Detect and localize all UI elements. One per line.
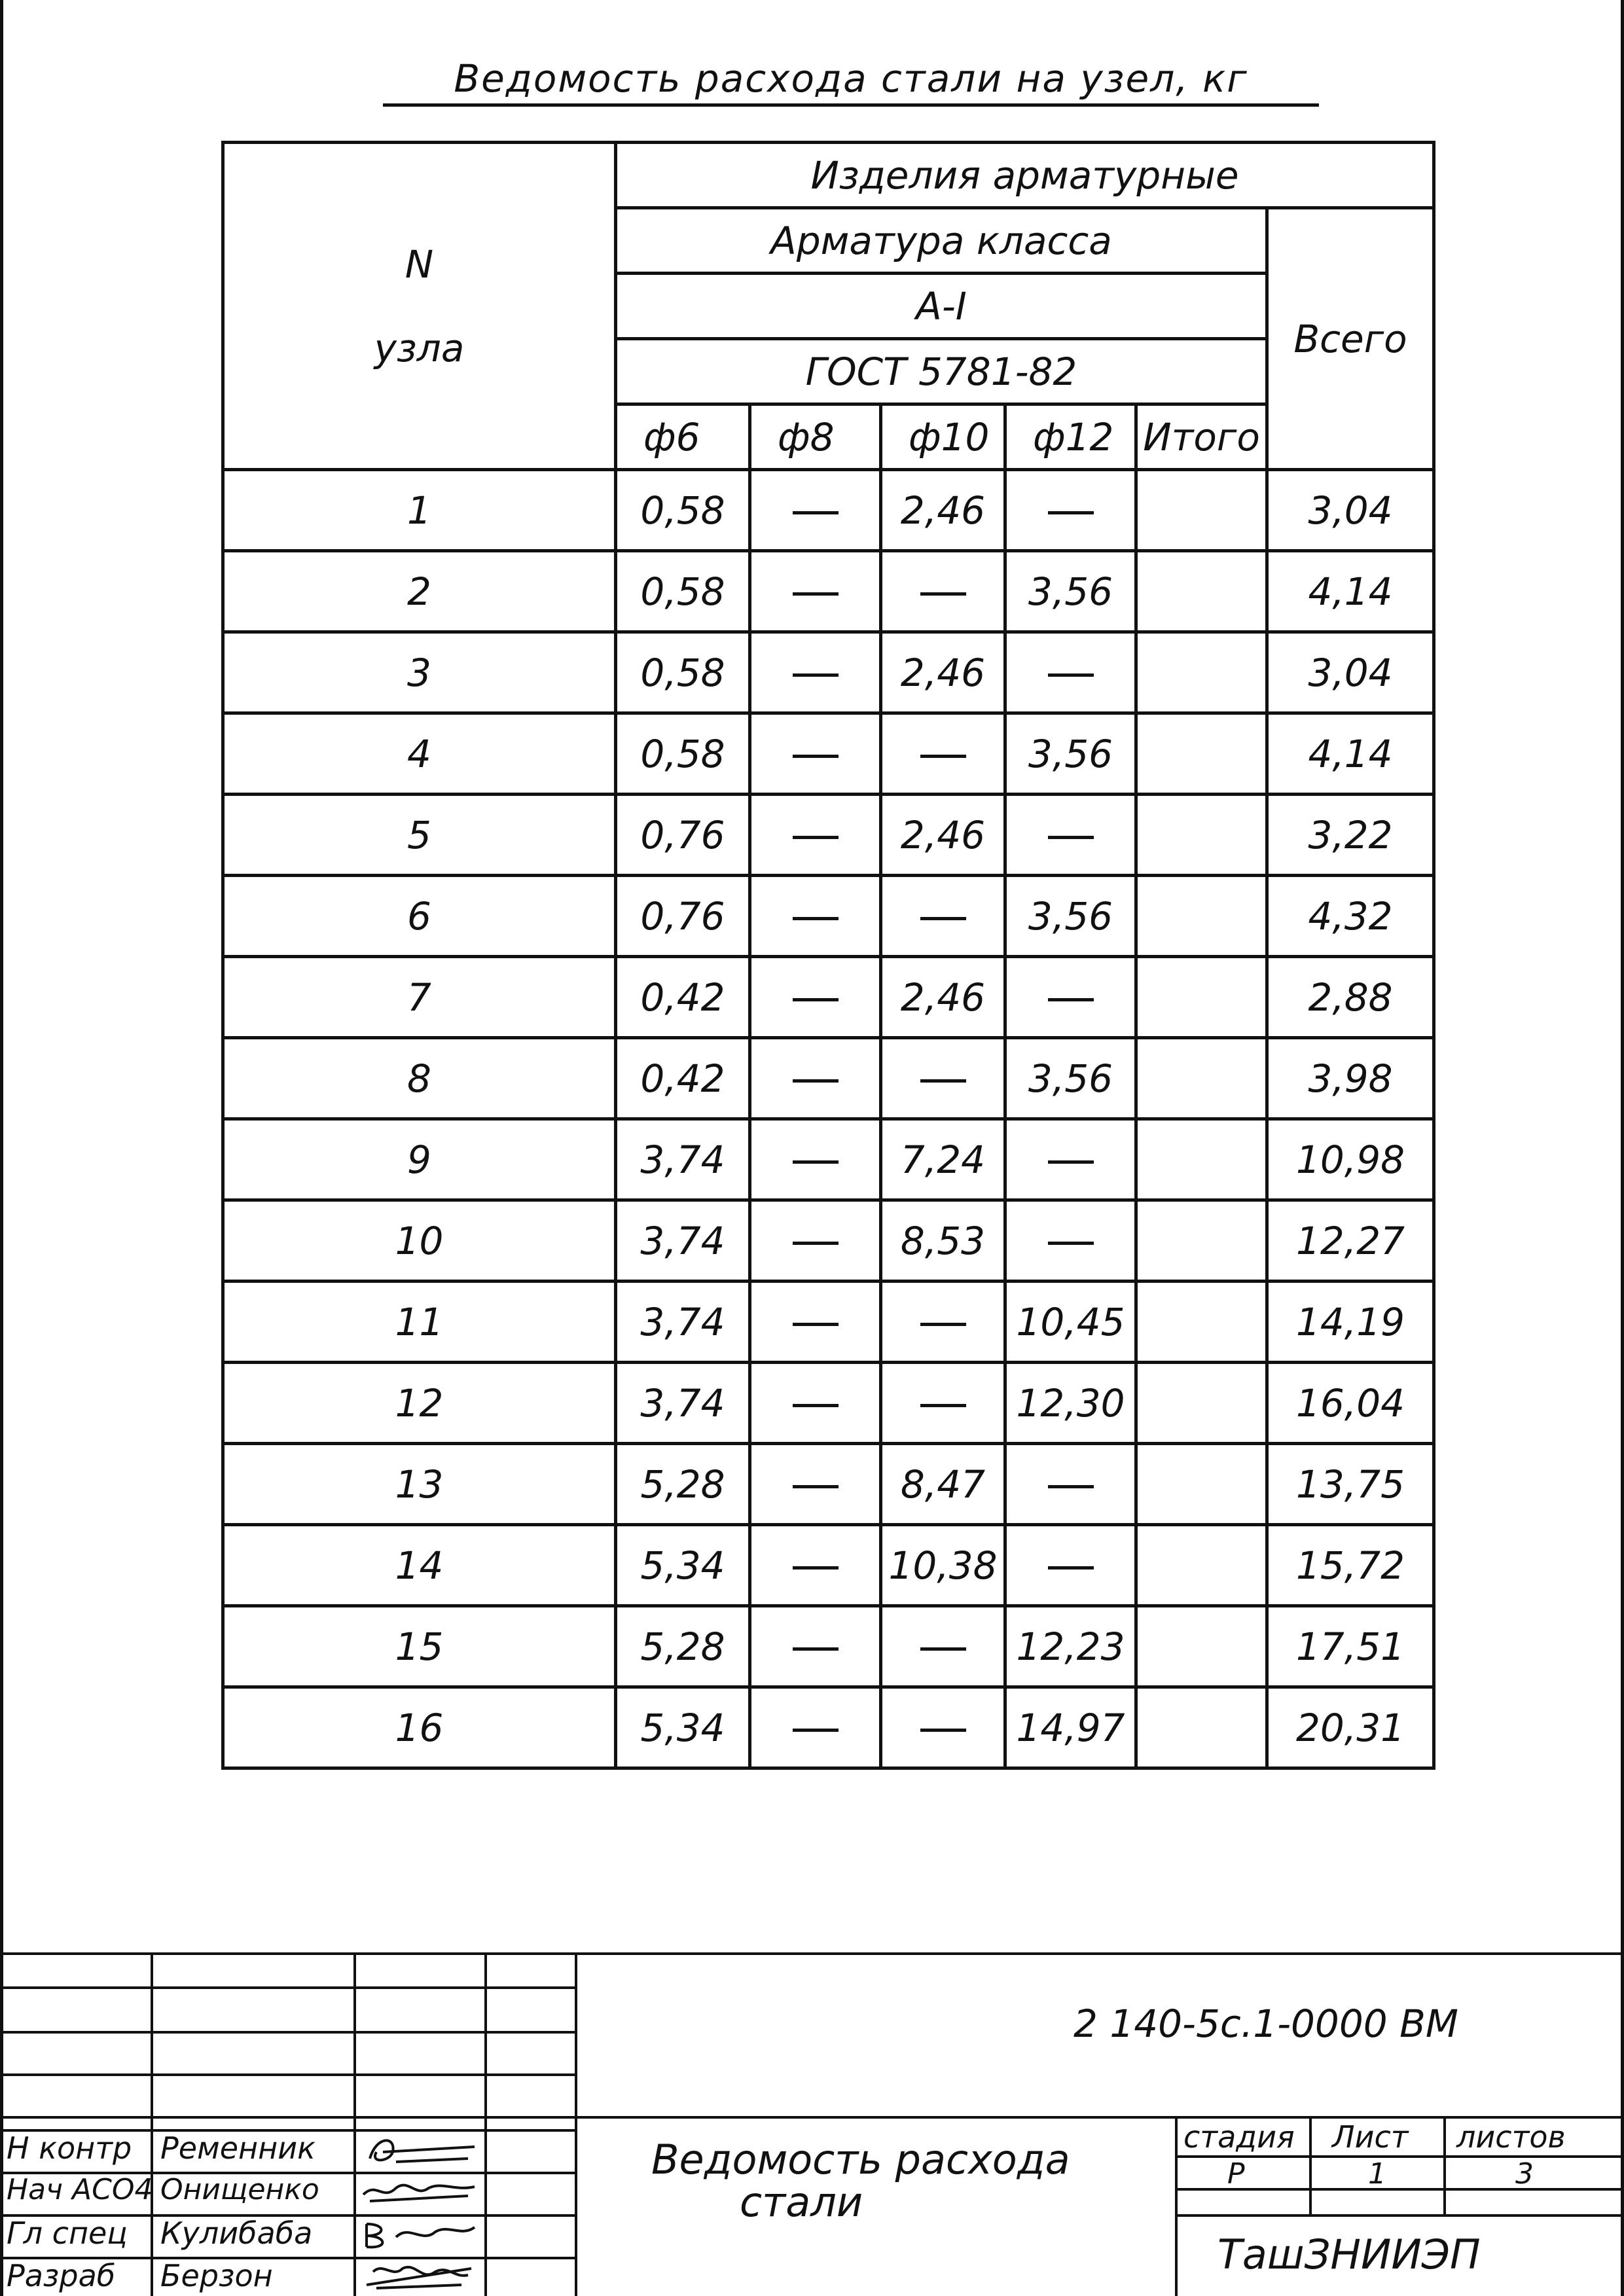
cell-total: 3,04	[1267, 632, 1434, 713]
cell-d6: 0,42	[616, 1038, 750, 1119]
cell-d6: 5,28	[616, 1444, 750, 1525]
cell-d8	[750, 1363, 881, 1444]
cell-d6: 3,74	[616, 1119, 750, 1200]
cell-d8	[750, 1119, 881, 1200]
table-row	[223, 1119, 1434, 1200]
stamp-line	[0, 1986, 576, 1989]
dash-mark	[1048, 1485, 1094, 1488]
title-underline	[383, 103, 1319, 107]
stamp-line	[0, 1952, 1621, 1955]
table-row	[223, 1525, 1434, 1606]
cell-total: 17,51	[1267, 1606, 1434, 1687]
cell-d10: 8,47	[881, 1444, 1005, 1525]
table-row	[223, 1606, 1434, 1687]
node-number-cell: 16	[223, 1687, 616, 1768]
stage-label: стадия	[1183, 2119, 1295, 2155]
cell-d10	[881, 1363, 1005, 1444]
cell-total: 4,14	[1267, 551, 1434, 632]
cell-d10: 10,38	[881, 1525, 1005, 1606]
cell-total: 10,98	[1267, 1119, 1434, 1200]
signer-name: Онищенко	[160, 2173, 319, 2206]
cell-d12	[1005, 957, 1136, 1038]
cell-d8	[750, 795, 881, 876]
node-number-cell: 2	[223, 551, 616, 632]
stamp-line	[484, 1952, 487, 2296]
dash-mark	[793, 998, 839, 1001]
cell-d12	[1005, 1119, 1136, 1200]
cell-d8	[750, 1038, 881, 1119]
dash-mark	[793, 1729, 839, 1732]
page-left-border	[0, 0, 3, 2296]
node-number-cell: 8	[223, 1038, 616, 1119]
table-row	[223, 957, 1434, 1038]
cell-total: 4,32	[1267, 876, 1434, 957]
dash-mark	[920, 755, 966, 758]
signer-name: Кулибаба	[160, 2215, 313, 2251]
cell-d12: 3,56	[1005, 713, 1136, 795]
cell-itogo	[1136, 1525, 1267, 1606]
standard-header: ГОСТ 5781-82	[616, 339, 1267, 404]
rebar-class-header: Арматура класса	[616, 208, 1267, 274]
sheets-value: 3	[1515, 2157, 1534, 2191]
table-row	[223, 876, 1434, 957]
cell-d6: 0,58	[616, 470, 750, 551]
dash-mark	[793, 755, 839, 758]
cell-d6: 5,34	[616, 1687, 750, 1768]
cell-itogo	[1136, 957, 1267, 1038]
cell-d6: 5,34	[616, 1525, 750, 1606]
signature-image	[357, 2259, 481, 2295]
table-row	[223, 795, 1434, 876]
cell-total: 3,22	[1267, 795, 1434, 876]
cell-itogo	[1136, 876, 1267, 957]
col-itogo-header: Итого	[1136, 404, 1267, 470]
cell-total: 16,04	[1267, 1363, 1434, 1444]
cell-itogo	[1136, 795, 1267, 876]
cell-d10: 7,24	[881, 1119, 1005, 1200]
cell-d12	[1005, 470, 1136, 551]
stamp-line	[151, 1952, 153, 2296]
signer-name: Ременник	[160, 2130, 316, 2166]
table-row	[223, 1282, 1434, 1363]
stamp-line	[0, 2116, 1621, 2119]
dash-mark	[793, 1647, 839, 1651]
cell-d6: 0,58	[616, 551, 750, 632]
cell-d10	[881, 1606, 1005, 1687]
dash-mark	[1048, 673, 1094, 677]
cell-d8	[750, 957, 881, 1038]
cell-d10	[881, 1038, 1005, 1119]
dash-mark	[793, 592, 839, 596]
cell-total: 14,19	[1267, 1282, 1434, 1363]
dash-mark	[793, 1566, 839, 1570]
document-code: 2 140-5с.1-0000 ВМ	[1074, 2001, 1458, 2046]
table-row	[223, 713, 1434, 795]
dash-mark	[793, 917, 839, 920]
cell-itogo	[1136, 1038, 1267, 1119]
page-right-border	[1621, 0, 1624, 2296]
cell-d10: 8,53	[881, 1200, 1005, 1282]
cell-itogo	[1136, 632, 1267, 713]
cell-d8	[750, 876, 881, 957]
cell-d8	[750, 1282, 881, 1363]
dash-mark	[793, 1323, 839, 1326]
stamp-doc-title-line1: Ведомость расхода	[651, 2136, 1070, 2183]
dash-mark	[1048, 511, 1094, 514]
cell-total: 12,27	[1267, 1200, 1434, 1282]
cell-itogo	[1136, 470, 1267, 551]
col-d12-header: ф12	[1005, 404, 1136, 470]
cell-d12: 14,97	[1005, 1687, 1136, 1768]
organization-name: ТашЗНИИЭП	[1218, 2231, 1481, 2278]
stamp-line	[1175, 2116, 1178, 2296]
title-block	[0, 1952, 1621, 2296]
node-number-cell: 15	[223, 1606, 616, 1687]
cell-d12: 3,56	[1005, 876, 1136, 957]
signer-role: Н контр	[7, 2130, 132, 2166]
cell-d10	[881, 1282, 1005, 1363]
stamp-line	[0, 2031, 576, 2034]
cell-d10	[881, 1687, 1005, 1768]
cell-d10: 2,46	[881, 957, 1005, 1038]
cell-d10	[881, 551, 1005, 632]
node-number-cell: 5	[223, 795, 616, 876]
cell-itogo	[1136, 1119, 1267, 1200]
node-number-cell: 1	[223, 470, 616, 551]
dash-mark	[793, 1079, 839, 1083]
steel-consumption-table	[221, 141, 1435, 1770]
cell-d12	[1005, 632, 1136, 713]
cell-d12: 3,56	[1005, 551, 1136, 632]
node-number-cell: 7	[223, 957, 616, 1038]
cell-itogo	[1136, 1363, 1267, 1444]
total-header: Всего	[1267, 208, 1434, 470]
cell-d10: 2,46	[881, 632, 1005, 713]
table-row	[223, 1038, 1434, 1119]
table-row	[223, 551, 1434, 632]
dash-mark	[793, 1242, 839, 1245]
node-number-cell: 6	[223, 876, 616, 957]
cell-d8	[750, 1200, 881, 1282]
dash-mark	[793, 1160, 839, 1164]
products-group-header: Изделия арматурные	[616, 143, 1434, 208]
dash-mark	[793, 673, 839, 677]
dash-mark	[920, 917, 966, 920]
cell-itogo	[1136, 1200, 1267, 1282]
cell-total: 15,72	[1267, 1525, 1434, 1606]
node-header-line1: N	[405, 242, 434, 287]
cell-d8	[750, 470, 881, 551]
cell-d6: 0,42	[616, 957, 750, 1038]
table-body	[223, 470, 1434, 1768]
dash-mark	[1048, 1242, 1094, 1245]
cell-d12: 12,30	[1005, 1363, 1136, 1444]
sheet-label: Лист	[1332, 2119, 1409, 2155]
node-number-cell: 3	[223, 632, 616, 713]
cell-d6: 0,76	[616, 876, 750, 957]
dash-mark	[1048, 1566, 1094, 1570]
stage-value: Р	[1227, 2157, 1245, 2191]
dash-mark	[793, 836, 839, 839]
signature-image	[357, 2217, 481, 2253]
cell-d12	[1005, 795, 1136, 876]
col-d10-header: ф10	[881, 404, 1005, 470]
cell-d8	[750, 1525, 881, 1606]
cell-itogo	[1136, 551, 1267, 632]
dash-mark	[1048, 1160, 1094, 1164]
dash-mark	[793, 1404, 839, 1407]
dash-mark	[920, 1323, 966, 1326]
col-d6-header: ф6	[616, 404, 750, 470]
stamp-line	[1309, 2116, 1312, 2214]
cell-d8	[750, 1687, 881, 1768]
cell-d6: 0,76	[616, 795, 750, 876]
cell-d8	[750, 1444, 881, 1525]
node-number-cell: 14	[223, 1525, 616, 1606]
signer-role: Гл спец	[7, 2215, 128, 2251]
cell-total: 3,04	[1267, 470, 1434, 551]
table-row	[223, 1363, 1434, 1444]
cell-total: 3,98	[1267, 1038, 1434, 1119]
node-number-header	[223, 143, 616, 470]
node-number-cell: 4	[223, 713, 616, 795]
node-header-line2: узла	[374, 325, 465, 370]
table-row	[223, 1687, 1434, 1768]
sheet-value: 1	[1368, 2157, 1386, 2191]
cell-itogo	[1136, 1687, 1267, 1768]
cell-d10: 2,46	[881, 470, 1005, 551]
cell-d12	[1005, 1444, 1136, 1525]
cell-itogo	[1136, 1606, 1267, 1687]
cell-d10	[881, 713, 1005, 795]
dash-mark	[920, 1404, 966, 1407]
table-row	[223, 1200, 1434, 1282]
signature-image	[357, 2132, 481, 2168]
cell-d6: 3,74	[616, 1200, 750, 1282]
signer-name: Берзон	[160, 2258, 273, 2293]
cell-d12	[1005, 1200, 1136, 1282]
cell-itogo	[1136, 1444, 1267, 1525]
stamp-line	[1175, 2214, 1621, 2217]
table-row	[223, 470, 1434, 551]
dash-mark	[1048, 836, 1094, 839]
cell-total: 4,14	[1267, 713, 1434, 795]
cell-d8	[750, 1606, 881, 1687]
dash-mark	[793, 511, 839, 514]
cell-d12: 12,23	[1005, 1606, 1136, 1687]
cell-total: 13,75	[1267, 1444, 1434, 1525]
cell-d12	[1005, 1525, 1136, 1606]
dash-mark	[1048, 998, 1094, 1001]
node-number-cell: 12	[223, 1363, 616, 1444]
cell-total: 20,31	[1267, 1687, 1434, 1768]
dash-mark	[920, 592, 966, 596]
node-number-cell: 10	[223, 1200, 616, 1282]
cell-d8	[750, 551, 881, 632]
cell-itogo	[1136, 1282, 1267, 1363]
dash-mark	[920, 1647, 966, 1651]
table-row	[223, 1444, 1434, 1525]
cell-d10: 2,46	[881, 795, 1005, 876]
stamp-line	[353, 1952, 356, 2296]
cell-d6: 3,74	[616, 1363, 750, 1444]
cell-d12: 10,45	[1005, 1282, 1136, 1363]
dash-mark	[920, 1729, 966, 1732]
cell-d6: 0,58	[616, 713, 750, 795]
stamp-line	[0, 2073, 576, 2076]
node-number-cell: 9	[223, 1119, 616, 1200]
node-number-cell: 11	[223, 1282, 616, 1363]
dash-mark	[793, 1485, 839, 1488]
col-d8-header: ф8	[750, 404, 881, 470]
cell-itogo	[1136, 713, 1267, 795]
signer-role: Нач АСО4	[7, 2173, 153, 2206]
node-number-cell: 13	[223, 1444, 616, 1525]
signature-image	[357, 2175, 481, 2211]
document-title: Ведомость расхода стали на узел, кг	[454, 56, 1248, 101]
cell-d6: 0,58	[616, 632, 750, 713]
table-row	[223, 632, 1434, 713]
cell-d10	[881, 876, 1005, 957]
cell-d8	[750, 632, 881, 713]
class-a1-header: А-I	[616, 274, 1267, 339]
dash-mark	[920, 1079, 966, 1083]
stamp-line	[575, 1952, 577, 2296]
cell-d12: 3,56	[1005, 1038, 1136, 1119]
cell-total: 2,88	[1267, 957, 1434, 1038]
stamp-doc-title-line2: стали	[740, 2178, 863, 2226]
stamp-line	[1443, 2116, 1446, 2214]
sheets-label: листов	[1456, 2119, 1566, 2155]
cell-d8	[750, 713, 881, 795]
cell-d6: 3,74	[616, 1282, 750, 1363]
cell-d6: 5,28	[616, 1606, 750, 1687]
signer-role: Разраб	[7, 2258, 116, 2293]
